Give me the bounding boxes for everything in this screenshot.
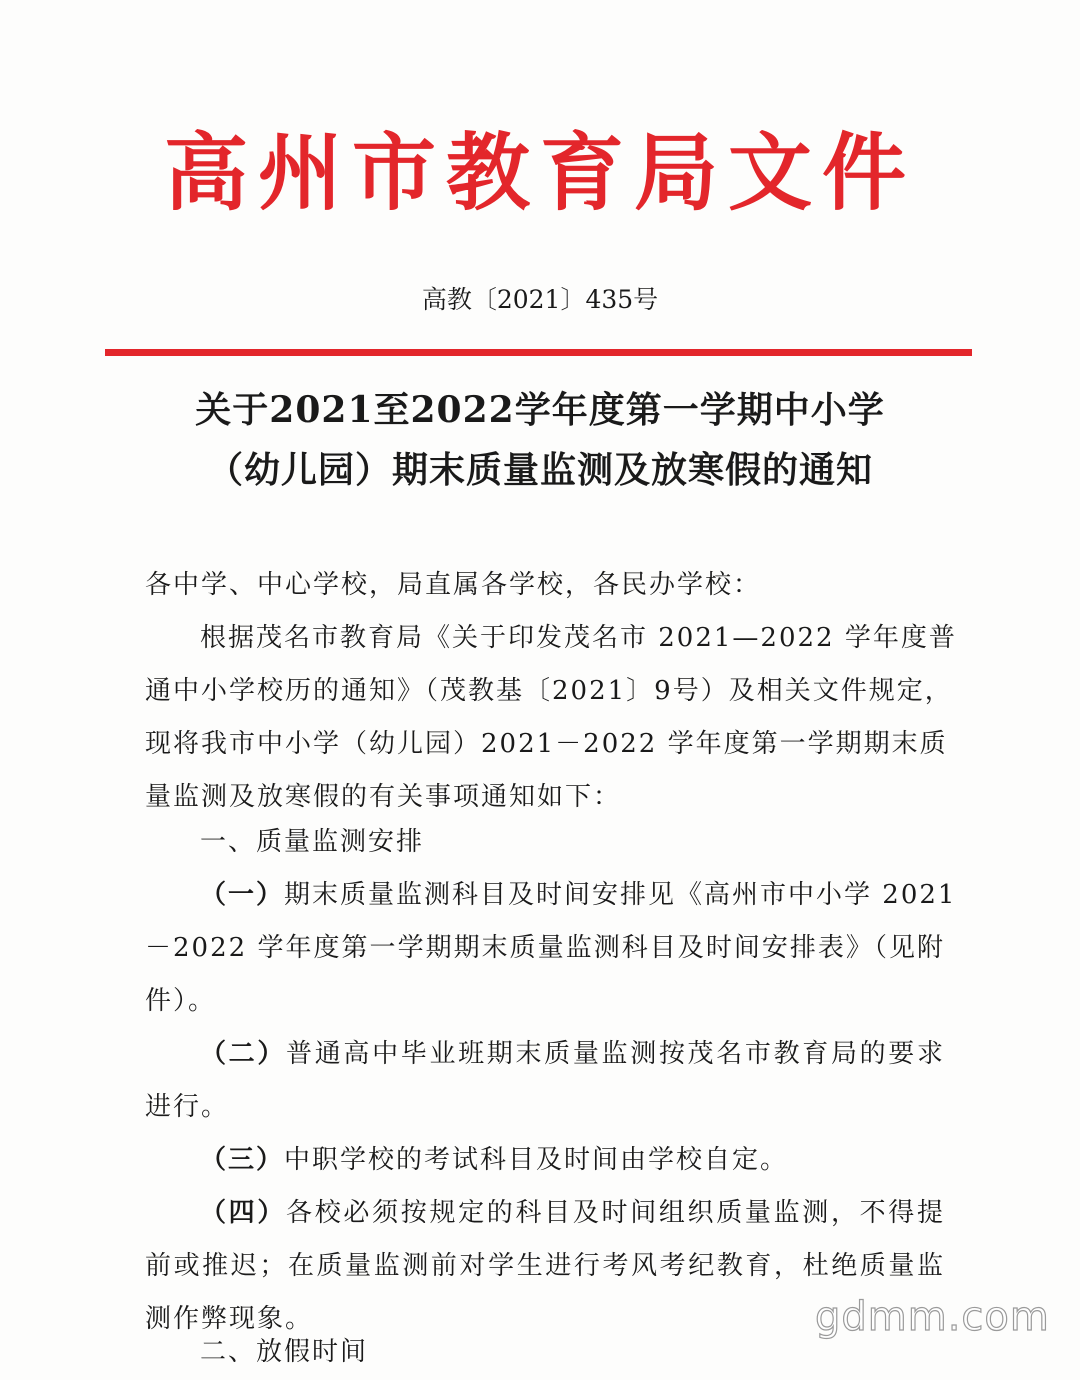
item-1-line-2: －2022 学年度第一学期期末质量监测科目及时间安排表》（见附 [145, 933, 945, 963]
item-3-text: 中职学校的考试科目及时间由学校自定。 [284, 1145, 789, 1175]
intro-line-2: 通中小学校历的通知》（茂教基〔2021〕9号）及相关文件规定， [145, 676, 953, 706]
item-1-line-1 [200, 875, 957, 915]
site-watermark: gdmm.com [815, 1294, 1050, 1340]
notice-title-line-2: （幼儿园）期末质量监测及放寒假的通知 [206, 449, 873, 491]
addressee-line: 各中学、中心学校，局直属各学校，各民办学校： [145, 570, 762, 600]
item-3-line-1 [200, 1140, 945, 1180]
item-3-label: （三） [200, 1145, 285, 1175]
item-4-label: （四） [200, 1198, 287, 1228]
intro-line-3: 现将我市中小学（幼儿园）2021－2022 学年度第一学期期末质 [145, 729, 948, 759]
section-2-heading: 二、放假时间 [200, 1337, 369, 1367]
item-1-text: 期末质量监测科目及时间安排见《高州市中小学 2021 [284, 880, 957, 910]
item-2-line-1 [200, 1034, 945, 1074]
item-2-text: 普通高中毕业班期末质量监测按茂名市教育局的要求 [286, 1039, 945, 1069]
red-rule-divider [105, 349, 972, 356]
masthead-title: 高州市教育局文件 [163, 124, 916, 222]
intro-line-1: 根据茂名市教育局《关于印发茂名市 2021—2022 学年度普 [200, 623, 957, 653]
item-1-label: （一） [200, 880, 285, 910]
item-2-line-2: 进行。 [145, 1092, 230, 1122]
section-1-heading: 一、质量监测安排 [200, 827, 425, 857]
intro-line-4: 量监测及放寒假的有关事项通知如下： [145, 782, 622, 812]
item-4-line-3: 测作弊现象。 [145, 1304, 314, 1334]
item-2-label: （二） [200, 1039, 287, 1069]
item-4-line-2: 前或推迟；在质量监测前对学生进行考风考纪教育，杜绝质量监 [145, 1251, 945, 1281]
item-4-text: 各校必须按规定的科目及时间组织质量监测，不得提 [286, 1198, 945, 1228]
item-4-line-1 [200, 1193, 945, 1233]
item-1-line-3: 件）。 [145, 986, 217, 1016]
notice-title-line-1: 关于2021至2022学年度第一学期中小学 [195, 389, 885, 431]
document-number: 高教〔2021〕435号 [421, 285, 659, 314]
